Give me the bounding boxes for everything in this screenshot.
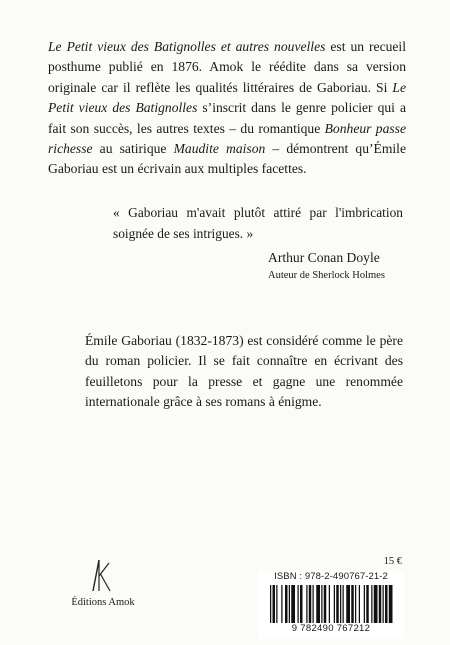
barcode-digits: 9 782490 767212: [258, 623, 404, 634]
title-bonheur: Bonheur passe richesse: [48, 120, 407, 157]
barcode-area: [258, 571, 404, 639]
title-petit-vieux-collection: Le Petit vieux des Batignolles et autres nouvelles: [48, 39, 326, 54]
ak-monogram-icon: [90, 558, 112, 592]
intro-paragraph: Le Petit vieux des Batignolles et autres nouvelles est un recueil posthume publié en 1876. Amok le réédite dans sa version originale car il reflète les qualités littéraires de Gaboriau. Si Le Petit vieux des Batignolles s’inscrit dans le genre policier qui a fait son succès, les autres textes – du romantique Bonheur passe richesse au satirique Maudite maison – démontrent qu’Émile Gaboriau est un écrivain aux multiples facettes.: [48, 39, 407, 177]
quote-block: [113, 203, 403, 285]
quote-text: « Gaboriau m'avait plutôt attiré par l'imbrication soignée de ses intrigues. »: [113, 205, 403, 241]
title-maudite-maison: Maudite maison: [173, 141, 266, 157]
price-label: 15 €: [383, 556, 402, 567]
quote-author-role: Auteur de Sherlock Holmes: [268, 270, 385, 281]
publisher-logo: [73, 558, 129, 592]
publisher-name: Éditions Amok: [71, 597, 135, 608]
author-bio: Émile Gaboriau (1832-1873) est considéré comme le père du roman policier. Il se fait connaître en écrivant des feuilletons pour la presse et gagne une renommée internationale grâce à ses romans à énigme.: [85, 333, 403, 410]
title-petit-vieux: Le Petit vieux des Batignolles: [48, 79, 406, 116]
quote-author: Arthur Conan Doyle: [268, 250, 380, 265]
isbn-label: ISBN : 978-2-490767-21-2: [274, 571, 388, 582]
